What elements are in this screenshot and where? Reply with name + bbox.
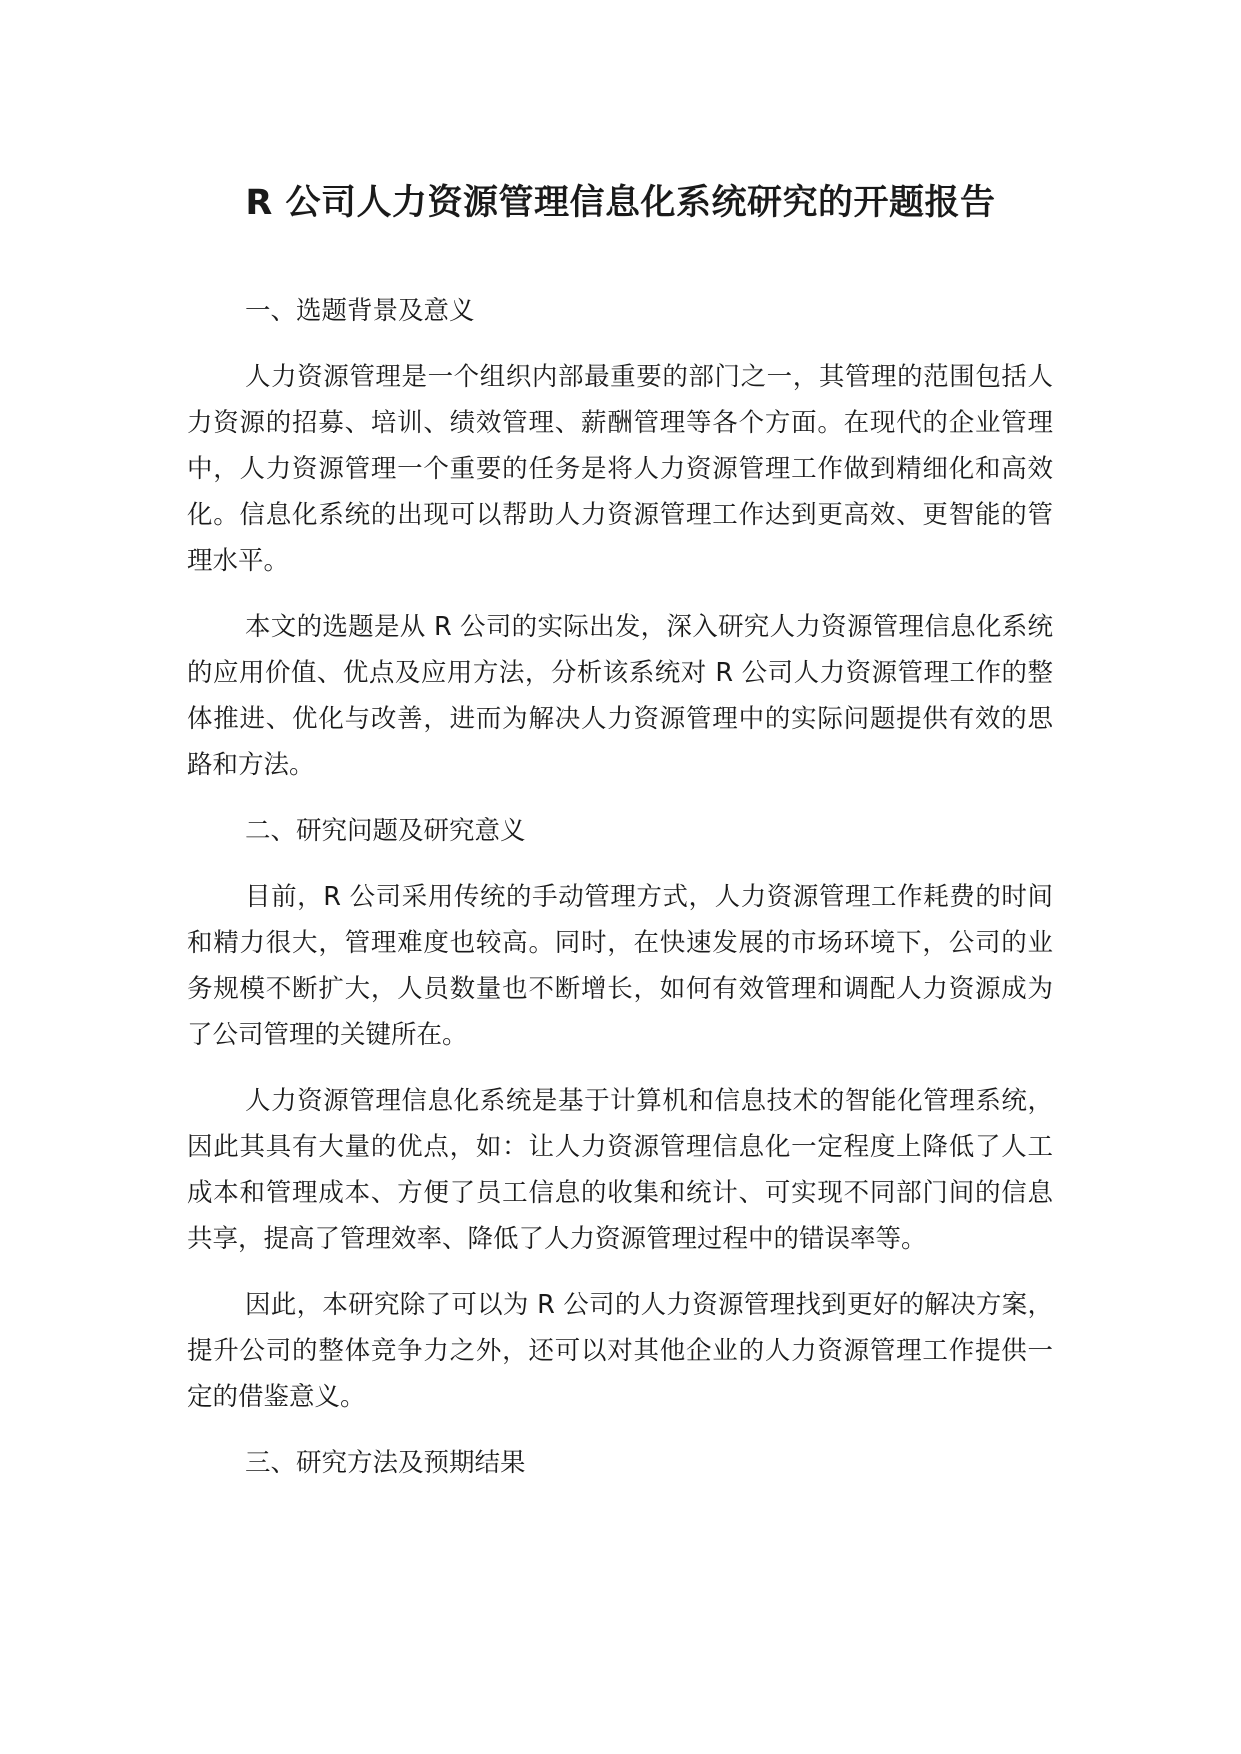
paragraph-background-1: 人力资源管理是一个组织内部最重要的部门之一，其管理的范围包括人力资源的招募、培训、绩效管理、薪酬管理等各个方面。在现代的企业管理中，人力资源管理一个重要的任务是将人力资源管理工作做到精细化和高效化。信息化系统的出现可以帮助人力资源管理工作达到更高效、更智能的管理水平。 xyxy=(187,362,1053,576)
document-title: R 公司人力资源管理信息化系统研究的开题报告 xyxy=(245,183,996,223)
paragraph-research-2: 人力资源管理信息化系统是基于计算机和信息技术的智能化管理系统，因此其具有大量的优点，如：让人力资源管理信息化一定程度上降低了人工成本和管理成本、方便了员工信息的收集和统计、可实现不同部门间的信息共享，提高了管理效率、降低了人力资源管理过程中的错误率等。 xyxy=(187,1086,1053,1254)
document-body xyxy=(187,288,1053,1506)
paragraph-research-3: 因此，本研究除了可以为 R 公司的人力资源管理找到更好的解决方案，提升公司的整体竞争力之外，还可以对其他企业的人力资源管理工作提供一定的借鉴意义。 xyxy=(187,1290,1053,1412)
section-heading-methods: 三、研究方法及预期结果 xyxy=(245,1448,526,1478)
paragraph-background-2: 本文的选题是从 R 公司的实际出发，深入研究人力资源管理信息化系统的应用价值、优点及应用方法，分析该系统对 R 公司人力资源管理工作的整体推进、优化与改善，进而为解决人力资源管理中的实际问题提供有效的思路和方法。 xyxy=(187,612,1053,780)
section-heading-research-questions: 二、研究问题及研究意义 xyxy=(245,816,526,846)
section-heading-background: 一、选题背景及意义 xyxy=(245,296,475,326)
paragraph-research-1: 目前，R 公司采用传统的手动管理方式，人力资源管理工作耗费的时间和精力很大，管理难度也较高。同时，在快速发展的市场环境下，公司的业务规模不断扩大，人员数量也不断增长，如何有效管理和调配人力资源成为了公司管理的关键所在。 xyxy=(187,882,1053,1050)
